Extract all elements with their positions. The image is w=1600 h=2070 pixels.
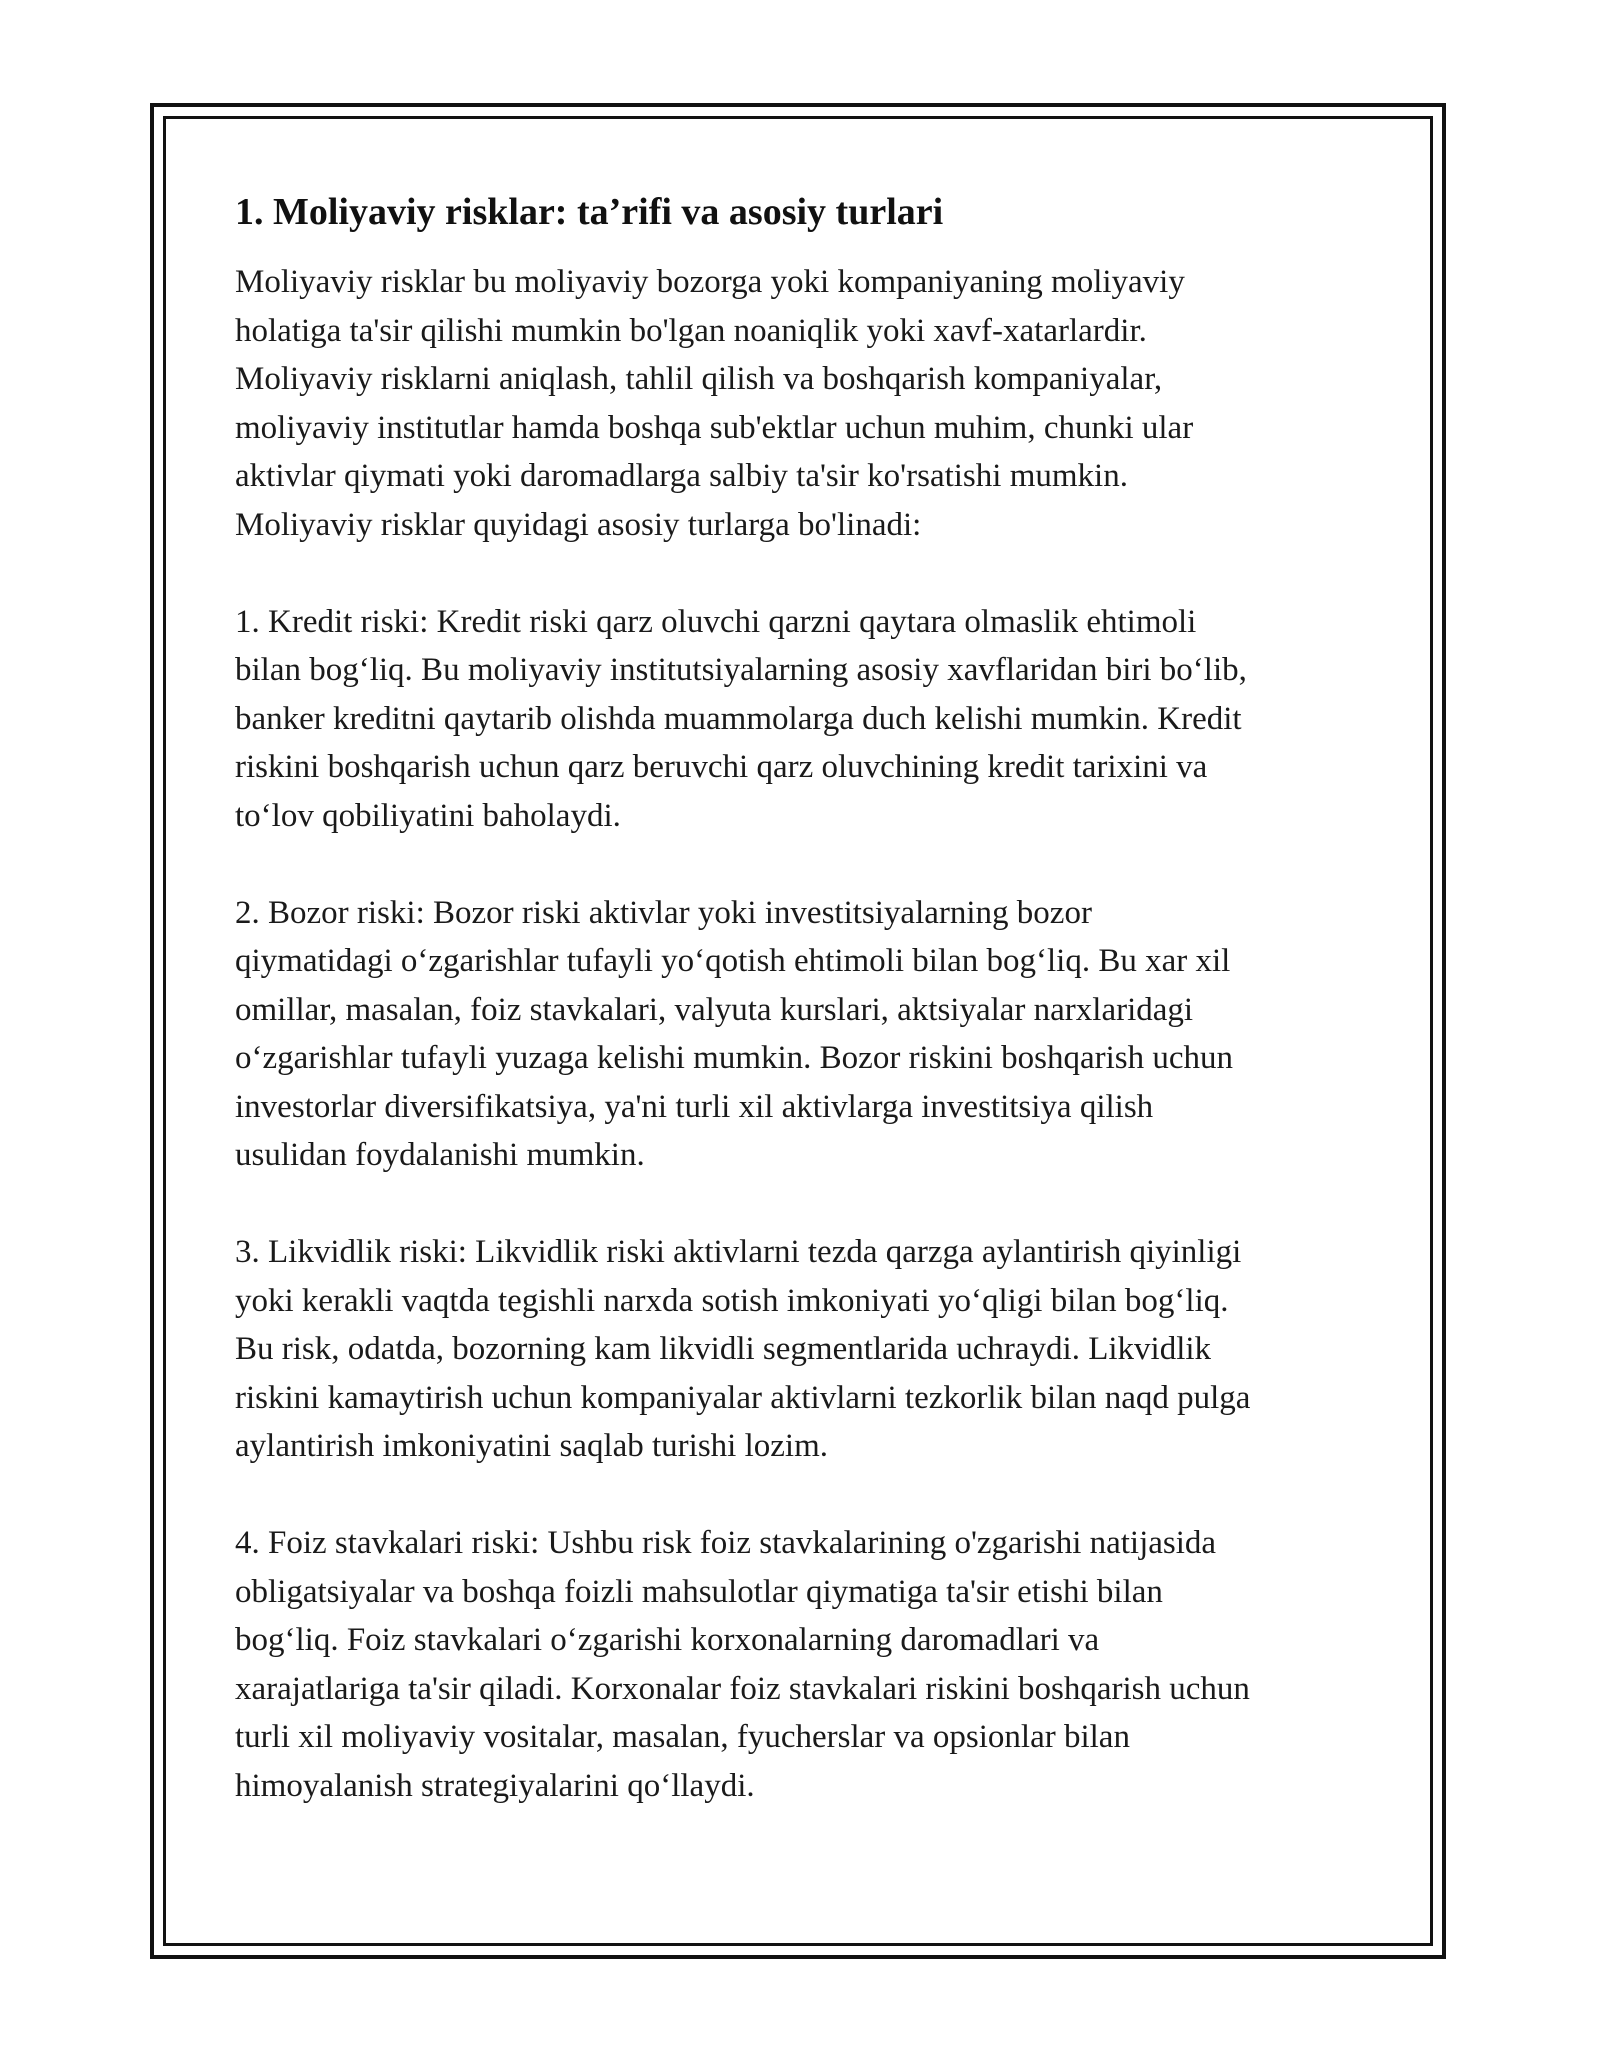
document-content [235, 188, 1375, 1859]
section-title: 1. Moliyaviy risklar: ta’rifi va asosiy turlari [235, 191, 944, 233]
market-risk-paragraph: 2. Bozor riski: Bozor riski aktivlar yoki investitsiyalarning bozor qiymatidagi o‘zgarishlar tufayli yo‘qotish ehtimoli bilan bog‘liq. Bu xar xil omillar, masalan, foiz stavkalari, valyuta kurslari, aktsiyalar narxlaridagi o‘zgarishlar tufayli yuzaga kelishi mumkin. Bozor riskini boshqarish uchun investorlar diversifikatsiya, ya'ni turli xil aktivlarga investitsiya qilish usulidan foydalanishi mumkin. [235, 894, 1234, 1173]
credit-risk-paragraph: 1. Kredit riski: Kredit riski qarz oluvchi qarzni qaytara olmaslik ehtimoli bilan bog‘liq. Bu moliyaviy institutsiyalarning asosiy xavflaridan biri bo‘lib, banker kreditni qaytarib olishda muammolarga duch kelishi mumkin. Kredit riskini boshqarish uchun qarz beruvchi qarz oluvchining kredit tarixini va to‘lov qobiliyatini baholaydi. [235, 603, 1247, 834]
liquidity-risk-paragraph: 3. Likvidlik riski: Likvidlik riski aktivlarni tezda qarzga aylantirish qiyinligi yoki kerakli vaqtda tegishli narxda sotish imkoniyati yo‘qligi bilan bog‘liq. Bu risk, odatda, bozorning kam likvidli segmentlarida uchraydi. Likvidlik riskini kamaytirish uchun kompaniyalar aktivlarni tezkorlik bilan naqd pulga aylantirish imkoniyatini saqlab turishi lozim. [235, 1234, 1251, 1464]
intro-paragraph: Moliyaviy risklar bu moliyaviy bozorga yoki kompaniyaning moliyaviy holatiga ta'sir qilishi mumkin bo'lgan noaniqlik yoki xavf-xatarlardir. Moliyaviy risklarni aniqlash, tahlil qilish va boshqarish kompaniyalar, moliyaviy institutlar hamda boshqa sub'ektlar uchun muhim, chunki ular aktivlar qiymati yoki daromadlarga salbiy ta'sir ko'rsatishi mumkin. Moliyaviy risklar quyidagi asosiy turlarga bo'linadi: [235, 264, 1194, 543]
interest-rate-risk-paragraph: 4. Foiz stavkalari riski: Ushbu risk foiz stavkalarining o'zgarishi natijasida obligatsiyalar va boshqa foizli mahsulotlar qiymatiga ta'sir etishi bilan bog‘liq. Foiz stavkalari o‘zgarishi korxonalarning daromadlari va xarajatlariga ta'sir qiladi. Korxonalar foiz stavkalari riskini boshqarish uchun turli xil moliyaviy vositalar, masalan, fyucherslar va opsionlar bilan himoyalanish strategiyalarini qo‘llaydi. [235, 1525, 1250, 1804]
